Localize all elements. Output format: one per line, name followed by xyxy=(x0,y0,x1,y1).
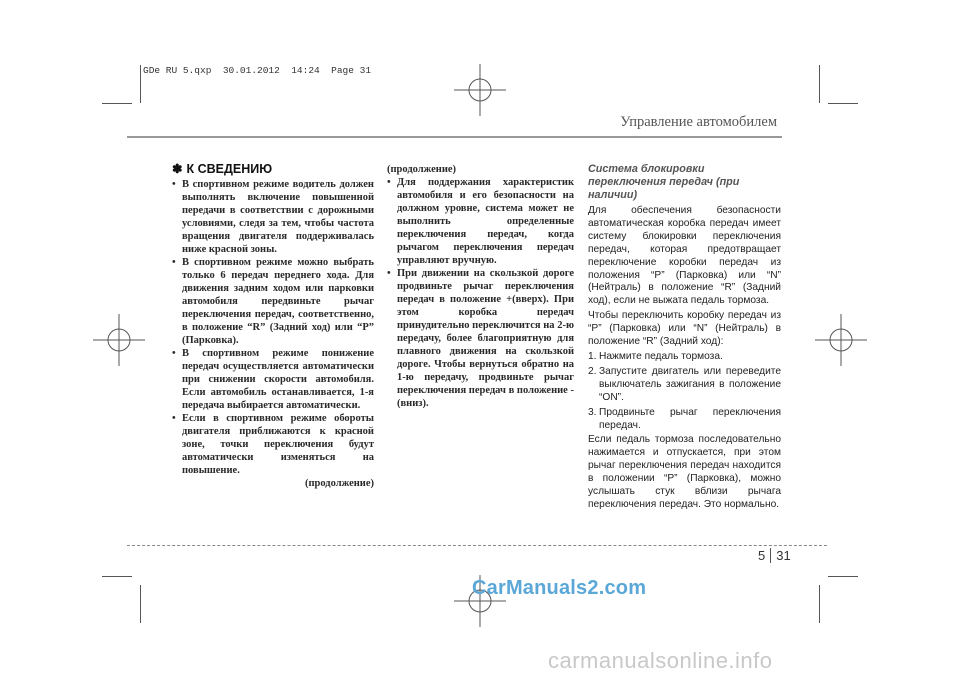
caution-heading xyxy=(172,163,374,176)
page-number-value: 31 xyxy=(776,548,791,563)
crop-mark-bl-h xyxy=(102,576,132,577)
registration-mark-left xyxy=(91,312,147,368)
list-item xyxy=(588,351,781,364)
steps-list xyxy=(588,351,781,432)
footer-divider xyxy=(127,545,827,546)
crop-mark-br-v xyxy=(819,585,820,623)
carmanuals-watermark[interactable]: CarManuals2.com xyxy=(472,577,647,599)
chapter-number: 5 xyxy=(758,548,766,563)
site-watermark: carmanualsonline.info xyxy=(548,648,773,673)
crop-mark-tl-h xyxy=(102,103,132,104)
caution-list xyxy=(172,178,374,477)
column-3 xyxy=(588,163,781,514)
list-item: • Если в спортивном режиме обороты двигателя приближаются к красной зоне, точки переключения будут автоматически изменяться на повышение. xyxy=(172,412,374,477)
caution-title: К СВЕДЕНИЮ xyxy=(186,162,273,176)
crop-mark-tr-v xyxy=(819,65,820,103)
paragraph: Если педаль тормоза последовательно нажимается и отпускается, при этом рычаг переключения передач находится в положении “P” (Парковка), можно услышать стук вблизи рычага переключения передач. Это нормально. xyxy=(588,434,781,510)
paragraph: Для обеспечения безопасности автоматическая коробка передач имеет систему блокировки переключения передач, которая предотвращает переключение коробки передач из положения “P” (Парковка) или “N” (Нейтраль) в положение “R” (Задний ход), если не выжата педаль тормоза. xyxy=(588,205,781,307)
paragraph: Чтобы переключить коробку передач из “P” (Парковка) или “N” (Нейтраль) в положение “R” (Задний ход): xyxy=(588,310,781,348)
crop-mark-tl-v xyxy=(140,65,141,103)
column-1 xyxy=(172,163,374,490)
step-number: 2. xyxy=(588,365,597,377)
print-slug: GDe RU 5.qxp 30.01.2012 14:24 Page 31 xyxy=(143,65,372,76)
step-number: 3. xyxy=(588,406,597,418)
list-item: • В спортивном режиме водитель должен выполнять включение повышенной передачи в соответствии с дорожными условиями, следя за тем, чтобы частота вращения двигателя поддерживалась ниже красной зоны. xyxy=(172,178,374,256)
crop-mark-br-h xyxy=(828,576,858,577)
list-item: • При движении на скользкой дороге продвиньте рычаг переключения передач в положение +(вверх). При этом коробка передач принудительно переключится на 2-ю передачу, более благоприятную для плавного движения на скользкой дороге. Чтобы вернуться обратно на 1-ю передачу, продвиньте рычаг переключения передач в положение -(вниз). xyxy=(387,267,574,410)
list-item: • В спортивном режиме понижение передач осуществляется автоматически при снижении скорости автомобиля. Если автомобиль останавливается, 1-я передача выбирается автоматически. xyxy=(172,347,374,412)
registration-mark-top xyxy=(452,62,508,118)
continued-label: (продолжение) xyxy=(387,164,457,175)
page-number xyxy=(758,548,791,563)
step-number: 1. xyxy=(588,350,597,362)
column-2 xyxy=(387,163,574,410)
step-text: Продвиньте рычаг переключения передач. xyxy=(599,406,781,431)
list-item: • Для поддержания характеристик автомобиля и его безопасности на должном уровне, система может не выполнить определенные переключения передач, когда рычагом переключения передач управляют вручную. xyxy=(387,176,574,267)
caution-list-continued xyxy=(387,176,574,410)
crop-mark-tr-h xyxy=(828,103,858,104)
list-item xyxy=(588,366,781,405)
list-item: • В спортивном режиме можно выбрать только 6 передач переднего хода. Для движения задним ходом или парковки автомобиля передвиньте рычаг переключения передач, соответственно, в положение “R” (Задний ход) или “P” (Парковка). xyxy=(172,256,374,347)
crop-mark-bl-v xyxy=(140,585,141,623)
header-rule xyxy=(127,136,782,138)
shift-lock-title: Система блокировки переключения передач (при наличии) xyxy=(588,163,740,201)
page-number-separator xyxy=(770,548,771,563)
continued-label: (продолжение) xyxy=(304,478,374,489)
asterisk-icon: ✽ xyxy=(172,162,183,176)
section-title: Управление автомобилем xyxy=(620,114,777,130)
step-text: Нажмите педаль тормоза. xyxy=(599,350,723,362)
list-item xyxy=(588,407,781,433)
registration-mark-right xyxy=(813,312,869,368)
step-text: Запустите двигатель или переведите выключатель зажигания в положение “ON”. xyxy=(599,365,781,403)
